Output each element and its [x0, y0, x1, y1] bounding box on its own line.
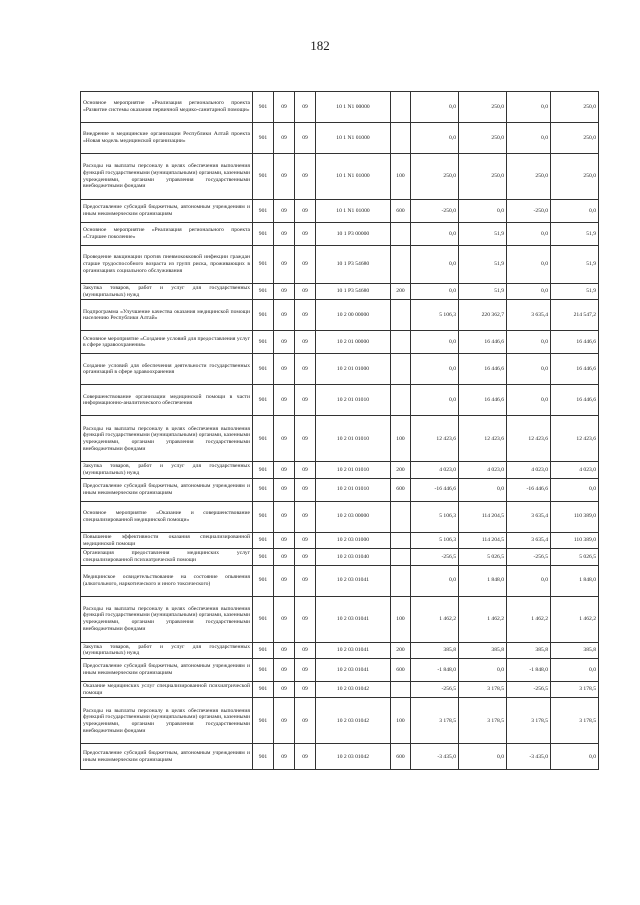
target-article-cell: 10 2 01 01010	[316, 462, 391, 478]
table-row	[81, 642, 599, 658]
subsection-code-cell: 09	[295, 682, 316, 698]
amount-change-cell: -256,5	[411, 682, 459, 698]
amount-year-2-cell: 0,0	[551, 744, 599, 770]
ministry-code-cell: 901	[253, 501, 274, 532]
section-code-cell: 09	[274, 478, 295, 501]
ministry-code-cell: 901	[253, 300, 274, 331]
expense-type-cell: 600	[391, 478, 411, 501]
subsection-code-cell: 09	[295, 462, 316, 478]
section-code-cell: 09	[274, 223, 295, 246]
table-row	[81, 246, 599, 284]
amount-year-2-cell: 1 462,2	[551, 596, 599, 642]
section-code-cell: 09	[274, 416, 295, 462]
section-code-cell: 09	[274, 331, 295, 354]
amount-change-cell: 12 423,6	[411, 416, 459, 462]
table-row	[81, 549, 599, 565]
subsection-code-cell: 09	[295, 416, 316, 462]
expense-type-cell	[391, 246, 411, 284]
amount-change-2-cell: 12 423,6	[507, 416, 551, 462]
expense-type-cell: 100	[391, 596, 411, 642]
section-code-cell: 09	[274, 246, 295, 284]
expense-type-cell	[391, 385, 411, 416]
section-code-cell: 09	[274, 565, 295, 596]
amount-change-2-cell: 0,0	[507, 565, 551, 596]
amount-change-cell: 0,0	[411, 565, 459, 596]
subsection-code-cell: 09	[295, 596, 316, 642]
amount-change-2-cell: 0,0	[507, 331, 551, 354]
amount-change-2-cell: 0,0	[507, 246, 551, 284]
ministry-code-cell: 901	[253, 682, 274, 698]
amount-year-2-cell: 0,0	[551, 200, 599, 223]
subsection-code-cell: 09	[295, 223, 316, 246]
row-name-cell: Закупка товаров, работ и услуг для государственных (муниципальных) нужд	[81, 284, 253, 300]
expense-type-cell	[391, 300, 411, 331]
amount-change-cell: 5 106,3	[411, 501, 459, 532]
amount-year-2-cell: 214 547,2	[551, 300, 599, 331]
amount-change-2-cell: -250,0	[507, 200, 551, 223]
ministry-code-cell: 901	[253, 462, 274, 478]
section-code-cell: 09	[274, 501, 295, 532]
row-name-cell: Расходы на выплаты персоналу в целях обеспечения выполнения функций государственными (муниципальными) органами, казенными учреждениями, органами управления государственными внебюджетными фондами	[81, 154, 253, 200]
table-row	[81, 200, 599, 223]
amount-year-1-cell: 51,9	[459, 223, 507, 246]
subsection-code-cell: 09	[295, 92, 316, 123]
row-name-cell: Основное мероприятие «Реализация регионального проекта «Развитие системы оказания первичной медико-санитарной помощи»	[81, 92, 253, 123]
section-code-cell: 09	[274, 284, 295, 300]
expense-type-cell: 100	[391, 416, 411, 462]
section-code-cell: 09	[274, 682, 295, 698]
subsection-code-cell: 09	[295, 565, 316, 596]
ministry-code-cell: 901	[253, 659, 274, 682]
row-name-cell: Предоставление субсидий бюджетным, автономным учреждениям и иным некоммерческим организациям	[81, 478, 253, 501]
section-code-cell: 09	[274, 532, 295, 548]
amount-change-cell: 0,0	[411, 223, 459, 246]
amount-change-cell: 5 106,3	[411, 532, 459, 548]
amount-change-cell: -256,5	[411, 549, 459, 565]
ministry-code-cell: 901	[253, 698, 274, 744]
target-article-cell: 10 1 P3 54680	[316, 246, 391, 284]
amount-year-1-cell: 0,0	[459, 200, 507, 223]
section-code-cell: 09	[274, 596, 295, 642]
amount-change-cell: 0,0	[411, 331, 459, 354]
section-code-cell: 09	[274, 462, 295, 478]
amount-year-2-cell: 4 023,0	[551, 462, 599, 478]
amount-year-1-cell: 51,9	[459, 246, 507, 284]
target-article-cell: 10 2 03 01041	[316, 642, 391, 658]
ministry-code-cell: 901	[253, 154, 274, 200]
amount-year-2-cell: 0,0	[551, 659, 599, 682]
table-row	[81, 123, 599, 154]
subsection-code-cell: 09	[295, 478, 316, 501]
target-article-cell: 10 1 N1 00000	[316, 92, 391, 123]
subsection-code-cell: 09	[295, 284, 316, 300]
subsection-code-cell: 09	[295, 698, 316, 744]
amount-year-1-cell: 16 446,6	[459, 331, 507, 354]
amount-change-2-cell: 385,8	[507, 642, 551, 658]
table-body	[81, 92, 599, 770]
amount-change-2-cell: 0,0	[507, 223, 551, 246]
amount-change-cell: 0,0	[411, 123, 459, 154]
expense-type-cell	[391, 549, 411, 565]
ministry-code-cell: 901	[253, 284, 274, 300]
amount-year-1-cell: 220 362,7	[459, 300, 507, 331]
subsection-code-cell: 09	[295, 549, 316, 565]
target-article-cell: 10 2 03 01042	[316, 682, 391, 698]
row-name-cell: Расходы на выплаты персоналу в целях обеспечения выполнения функций государственными (муниципальными) органами, казенными учреждениями, органами управления государственными внебюджетными фондами	[81, 698, 253, 744]
ministry-code-cell: 901	[253, 385, 274, 416]
amount-year-1-cell: 114 204,5	[459, 501, 507, 532]
subsection-code-cell: 09	[295, 123, 316, 154]
amount-year-2-cell: 385,8	[551, 642, 599, 658]
amount-change-cell: 385,8	[411, 642, 459, 658]
section-code-cell: 09	[274, 549, 295, 565]
expense-type-cell	[391, 501, 411, 532]
amount-year-1-cell: 1 848,0	[459, 565, 507, 596]
row-name-cell: Основное мероприятие «Создание условий для предоставления услуг в сфере здравоохранения»	[81, 331, 253, 354]
amount-change-2-cell: 3 635,4	[507, 300, 551, 331]
expense-type-cell	[391, 565, 411, 596]
subsection-code-cell: 09	[295, 354, 316, 385]
page-number: 182	[310, 38, 330, 53]
amount-change-2-cell: 4 023,0	[507, 462, 551, 478]
row-name-cell: Основное мероприятие «Реализация регионального проекта «Старшее поколение»	[81, 223, 253, 246]
amount-year-1-cell: 51,9	[459, 284, 507, 300]
amount-year-2-cell: 3 178,5	[551, 682, 599, 698]
ministry-code-cell: 901	[253, 642, 274, 658]
row-name-cell: Закупка товаров, работ и услуг для государственных (муниципальных) нужд	[81, 462, 253, 478]
ministry-code-cell: 901	[253, 416, 274, 462]
row-name-cell: Предоставление субсидий бюджетным, автономным учреждениям и иным некоммерческим организациям	[81, 659, 253, 682]
amount-change-2-cell: -16 446,6	[507, 478, 551, 501]
ministry-code-cell: 901	[253, 223, 274, 246]
row-name-cell: Внедрение в медицинские организации Республики Алтай проекта «Новая модель медицинской организации»	[81, 123, 253, 154]
amount-change-cell: 0,0	[411, 354, 459, 385]
table-row	[81, 532, 599, 548]
table-row	[81, 154, 599, 200]
table-row	[81, 565, 599, 596]
amount-year-1-cell: 4 023,0	[459, 462, 507, 478]
expense-type-cell	[391, 354, 411, 385]
ministry-code-cell: 901	[253, 331, 274, 354]
amount-year-2-cell: 16 446,6	[551, 385, 599, 416]
subsection-code-cell: 09	[295, 154, 316, 200]
expense-type-cell: 200	[391, 284, 411, 300]
table-row	[81, 596, 599, 642]
section-code-cell: 09	[274, 300, 295, 331]
amount-change-cell: 250,0	[411, 154, 459, 200]
row-name-cell: Расходы на выплаты персоналу в целях обеспечения выполнения функций государственными (муниципальными) органами, казенными учреждениями, органами управления государственными внебюджетными фондами	[81, 596, 253, 642]
target-article-cell: 10 2 03 01041	[316, 565, 391, 596]
amount-change-cell: -250,0	[411, 200, 459, 223]
amount-change-cell: -16 446,6	[411, 478, 459, 501]
table-row	[81, 416, 599, 462]
amount-change-cell: 0,0	[411, 92, 459, 123]
ministry-code-cell: 901	[253, 354, 274, 385]
subsection-code-cell: 09	[295, 246, 316, 284]
section-code-cell: 09	[274, 744, 295, 770]
amount-change-cell: 5 106,3	[411, 300, 459, 331]
row-name-cell: Предоставление субсидий бюджетным, автономным учреждениям и иным некоммерческим организациям	[81, 744, 253, 770]
amount-year-1-cell: 0,0	[459, 744, 507, 770]
row-name-cell: Организация предоставления медицинских услуг специализированной психиатрической помощи	[81, 549, 253, 565]
amount-change-2-cell: 3 635,4	[507, 532, 551, 548]
subsection-code-cell: 09	[295, 331, 316, 354]
ministry-code-cell: 901	[253, 549, 274, 565]
row-name-cell: Оказание медицинских услуг специализированной психиатрической помощи	[81, 682, 253, 698]
amount-year-1-cell: 16 446,6	[459, 354, 507, 385]
amount-year-2-cell: 51,9	[551, 246, 599, 284]
amount-year-1-cell: 5 026,5	[459, 549, 507, 565]
amount-year-2-cell: 1 848,0	[551, 565, 599, 596]
expense-type-cell	[391, 682, 411, 698]
target-article-cell: 10 2 03 01042	[316, 698, 391, 744]
row-name-cell: Медицинское освидетельствование на состояние опьянения (алкогольного, наркотического и иного токсического)	[81, 565, 253, 596]
amount-change-2-cell: -1 848,0	[507, 659, 551, 682]
amount-year-2-cell: 250,0	[551, 92, 599, 123]
target-article-cell: 10 2 03 01040	[316, 549, 391, 565]
amount-change-2-cell: -256,5	[507, 549, 551, 565]
row-name-cell: Предоставление субсидий бюджетным, автономным учреждениям и иным некоммерческим организациям	[81, 200, 253, 223]
amount-year-1-cell: 1 462,2	[459, 596, 507, 642]
subsection-code-cell: 09	[295, 300, 316, 331]
amount-year-1-cell: 12 423,6	[459, 416, 507, 462]
budget-table	[80, 91, 599, 770]
row-name-cell: Закупка товаров, работ и услуг для государственных (муниципальных) нужд	[81, 642, 253, 658]
expense-type-cell: 600	[391, 744, 411, 770]
ministry-code-cell: 901	[253, 596, 274, 642]
expense-type-cell: 100	[391, 154, 411, 200]
expense-type-cell: 100	[391, 698, 411, 744]
amount-change-cell: 0,0	[411, 284, 459, 300]
table-row	[81, 385, 599, 416]
subsection-code-cell: 09	[295, 200, 316, 223]
table-row	[81, 682, 599, 698]
expense-type-cell	[391, 223, 411, 246]
expense-type-cell	[391, 123, 411, 154]
expense-type-cell: 200	[391, 642, 411, 658]
amount-change-cell: 4 023,0	[411, 462, 459, 478]
amount-year-2-cell: 250,0	[551, 154, 599, 200]
amount-change-cell: -3 435,0	[411, 744, 459, 770]
subsection-code-cell: 09	[295, 385, 316, 416]
amount-year-1-cell: 0,0	[459, 659, 507, 682]
subsection-code-cell: 09	[295, 659, 316, 682]
target-article-cell: 10 2 01 01010	[316, 478, 391, 501]
expense-type-cell: 600	[391, 659, 411, 682]
ministry-code-cell: 901	[253, 478, 274, 501]
amount-change-2-cell: 3 178,5	[507, 698, 551, 744]
amount-change-2-cell: 0,0	[507, 123, 551, 154]
row-name-cell: Совершенствование организации медицинской помощи в части информационно-аналитического обеспечения	[81, 385, 253, 416]
target-article-cell: 10 1 P3 00000	[316, 223, 391, 246]
table-row	[81, 223, 599, 246]
amount-change-2-cell: 0,0	[507, 354, 551, 385]
amount-change-2-cell: 0,0	[507, 284, 551, 300]
row-name-cell: Проведение вакцинации против пневмококковой инфекции граждан старше трудоспособного возраста из групп риска, проживающих в организациях социального обслуживания	[81, 246, 253, 284]
table-row	[81, 659, 599, 682]
section-code-cell: 09	[274, 92, 295, 123]
amount-change-cell: 0,0	[411, 246, 459, 284]
target-article-cell: 10 1 N1 01000	[316, 123, 391, 154]
expense-type-cell	[391, 331, 411, 354]
expense-type-cell: 200	[391, 462, 411, 478]
amount-year-2-cell: 110 389,0	[551, 501, 599, 532]
target-article-cell: 10 2 00 00000	[316, 300, 391, 331]
subsection-code-cell: 09	[295, 501, 316, 532]
target-article-cell: 10 2 01 01010	[316, 385, 391, 416]
subsection-code-cell: 09	[295, 744, 316, 770]
section-code-cell: 09	[274, 354, 295, 385]
section-code-cell: 09	[274, 200, 295, 223]
expense-type-cell: 600	[391, 200, 411, 223]
amount-year-1-cell: 250,0	[459, 123, 507, 154]
ministry-code-cell: 901	[253, 744, 274, 770]
amount-change-2-cell: 0,0	[507, 385, 551, 416]
amount-year-2-cell: 0,0	[551, 478, 599, 501]
target-article-cell: 10 2 01 00000	[316, 331, 391, 354]
amount-change-cell: 0,0	[411, 385, 459, 416]
target-article-cell: 10 1 N1 01000	[316, 154, 391, 200]
amount-year-2-cell: 12 423,6	[551, 416, 599, 462]
amount-year-2-cell: 3 178,5	[551, 698, 599, 744]
section-code-cell: 09	[274, 123, 295, 154]
table-row	[81, 501, 599, 532]
amount-year-2-cell: 16 446,6	[551, 331, 599, 354]
amount-change-cell: 3 178,5	[411, 698, 459, 744]
amount-year-1-cell: 16 446,6	[459, 385, 507, 416]
amount-year-1-cell: 250,0	[459, 154, 507, 200]
amount-year-2-cell: 51,9	[551, 223, 599, 246]
ministry-code-cell: 901	[253, 123, 274, 154]
amount-year-2-cell: 5 026,5	[551, 549, 599, 565]
section-code-cell: 09	[274, 698, 295, 744]
row-name-cell: Создание условий для обеспечения деятельности государственных организаций в сфере здравоохранения	[81, 354, 253, 385]
section-code-cell: 09	[274, 154, 295, 200]
target-article-cell: 10 2 03 01042	[316, 744, 391, 770]
amount-year-2-cell: 250,0	[551, 123, 599, 154]
amount-year-1-cell: 114 204,5	[459, 532, 507, 548]
amount-year-1-cell: 250,0	[459, 92, 507, 123]
expense-type-cell	[391, 92, 411, 123]
target-article-cell: 10 2 03 01041	[316, 596, 391, 642]
row-name-cell: Повышение эффективности оказания специализированной медицинской помощи	[81, 532, 253, 548]
amount-change-cell: -1 848,0	[411, 659, 459, 682]
ministry-code-cell: 901	[253, 92, 274, 123]
section-code-cell: 09	[274, 659, 295, 682]
target-article-cell: 10 2 01 01010	[316, 416, 391, 462]
amount-year-1-cell: 0,0	[459, 478, 507, 501]
target-article-cell: 10 1 N1 01000	[316, 200, 391, 223]
amount-change-2-cell: -3 435,0	[507, 744, 551, 770]
amount-change-2-cell: -256,5	[507, 682, 551, 698]
table-row	[81, 744, 599, 770]
expense-type-cell	[391, 532, 411, 548]
amount-year-1-cell: 385,8	[459, 642, 507, 658]
ministry-code-cell: 901	[253, 565, 274, 596]
amount-change-2-cell: 250,0	[507, 154, 551, 200]
table-row	[81, 300, 599, 331]
target-article-cell: 10 2 01 01000	[316, 354, 391, 385]
amount-change-cell: 1 462,2	[411, 596, 459, 642]
amount-change-2-cell: 3 635,4	[507, 501, 551, 532]
ministry-code-cell: 901	[253, 532, 274, 548]
row-name-cell: Основное мероприятие «Оказание и совершенствование специализированной медицинской помощи»	[81, 501, 253, 532]
table-row	[81, 354, 599, 385]
row-name-cell: Расходы на выплаты персоналу в целях обеспечения выполнения функций государственными (муниципальными) органами, казенными учреждениями, органами управления государственными внебюджетными фондами	[81, 416, 253, 462]
ministry-code-cell: 901	[253, 246, 274, 284]
section-code-cell: 09	[274, 642, 295, 658]
target-article-cell: 10 2 03 00000	[316, 501, 391, 532]
amount-change-2-cell: 1 462,2	[507, 596, 551, 642]
table-row	[81, 462, 599, 478]
table-row	[81, 92, 599, 123]
amount-year-2-cell: 110 389,0	[551, 532, 599, 548]
amount-year-1-cell: 3 178,5	[459, 698, 507, 744]
subsection-code-cell: 09	[295, 642, 316, 658]
ministry-code-cell: 901	[253, 200, 274, 223]
subsection-code-cell: 09	[295, 532, 316, 548]
amount-year-1-cell: 3 178,5	[459, 682, 507, 698]
table-row	[81, 478, 599, 501]
amount-year-2-cell: 51,9	[551, 284, 599, 300]
row-name-cell: Подпрограмма «Улучшение качества оказания медицинской помощи населению Республики Алтай»	[81, 300, 253, 331]
target-article-cell: 10 2 03 01000	[316, 532, 391, 548]
target-article-cell: 10 1 P3 54680	[316, 284, 391, 300]
amount-year-2-cell: 16 446,6	[551, 354, 599, 385]
amount-change-2-cell: 0,0	[507, 92, 551, 123]
table-row	[81, 331, 599, 354]
table-row	[81, 698, 599, 744]
table-row	[81, 284, 599, 300]
section-code-cell: 09	[274, 385, 295, 416]
target-article-cell: 10 2 03 01041	[316, 659, 391, 682]
